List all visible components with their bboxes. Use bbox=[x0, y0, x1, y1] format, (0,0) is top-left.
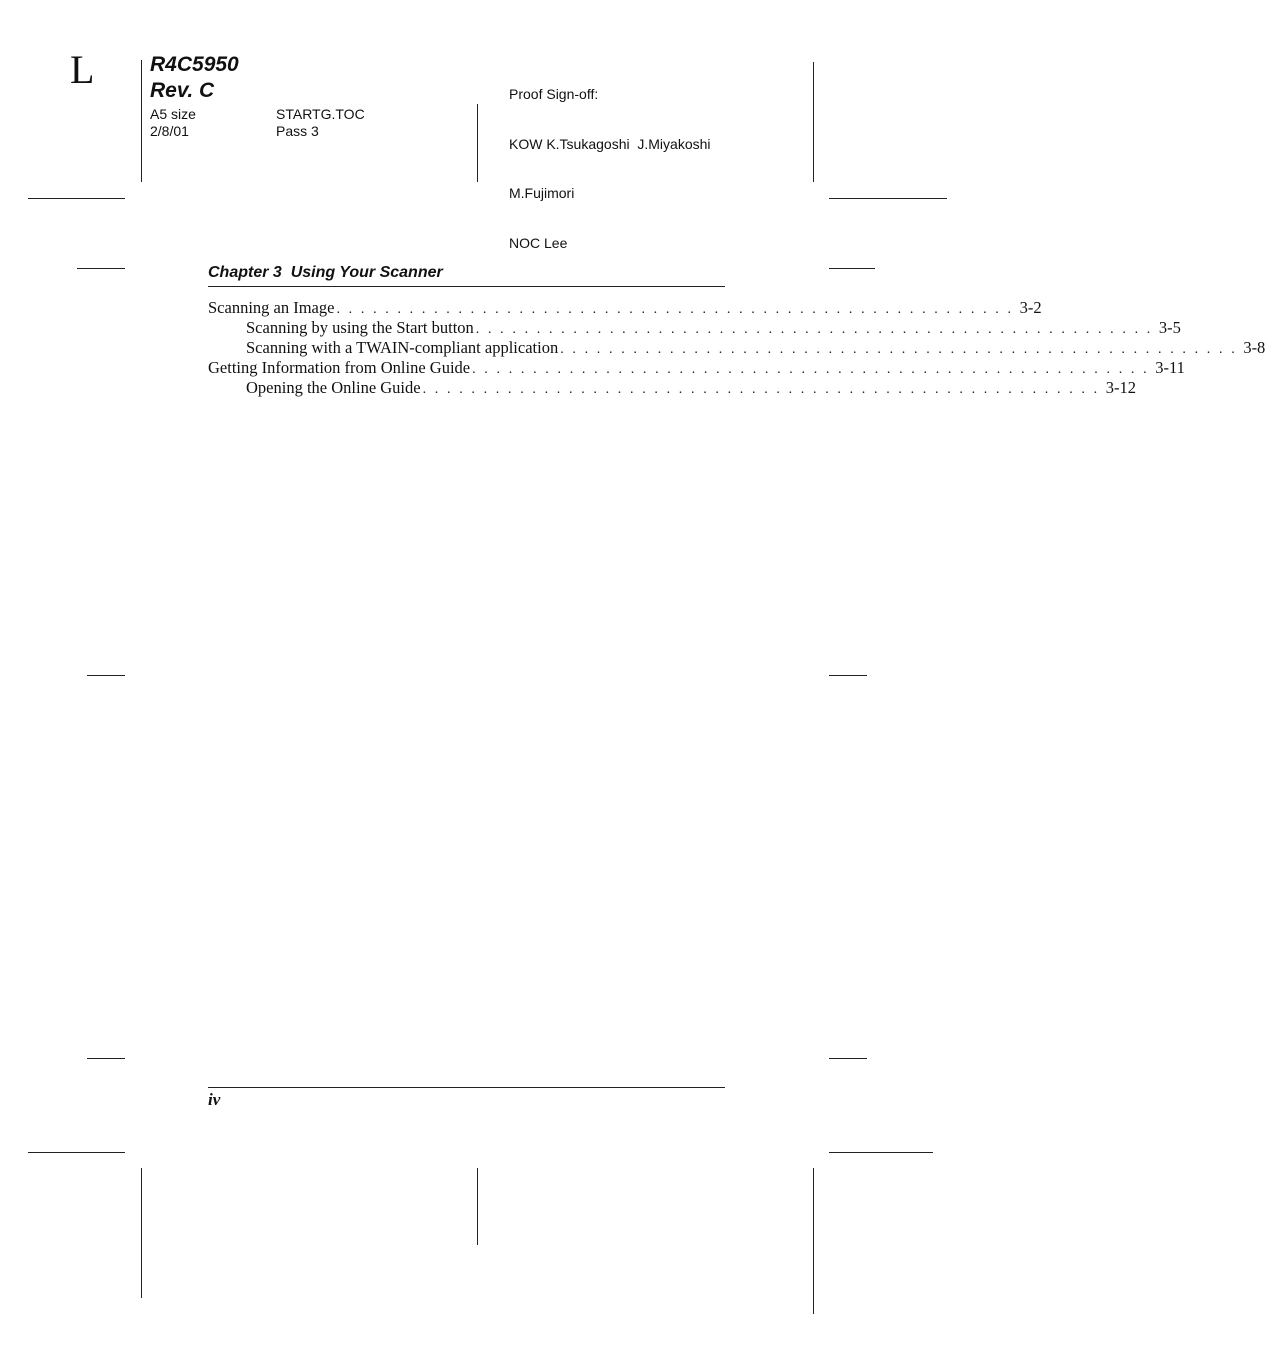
toc-entry-title: Scanning with a TWAIN-compliant application bbox=[246, 338, 559, 357]
crop-mark-vertical bbox=[813, 1168, 814, 1314]
page-size-label: A5 size bbox=[150, 106, 196, 122]
toc-page-number: 3-12 bbox=[1105, 378, 1136, 397]
size-and-date bbox=[150, 106, 196, 139]
crop-mark-vertical bbox=[813, 62, 814, 182]
crop-mark-horizontal bbox=[87, 675, 125, 676]
toc-entry[interactable] bbox=[208, 298, 1042, 318]
proof-title: Proof Sign-off: bbox=[509, 86, 599, 102]
proof-signers: M.Fujimori bbox=[509, 185, 575, 201]
toc-page-number: 3-11 bbox=[1155, 358, 1185, 377]
toc-entry[interactable] bbox=[208, 358, 1185, 378]
crop-mark-horizontal bbox=[28, 1152, 125, 1153]
toc-entry-title: Opening the Online Guide bbox=[246, 378, 421, 397]
crop-mark-vertical bbox=[141, 60, 142, 182]
toc-dot-leader: . . . . . . . . . . . . . . . . . . . . . . . . . . . . . . . . . . . . . . . . . . . . . . . . . . . . . . . . bbox=[472, 362, 1150, 377]
date-label: 2/8/01 bbox=[150, 122, 189, 139]
table-of-contents bbox=[208, 298, 1265, 398]
toc-page-number: 3-5 bbox=[1158, 318, 1181, 337]
crop-mark-vertical bbox=[141, 1168, 142, 1298]
toc-dot-leader: . . . . . . . . . . . . . . . . . . . . . . . . . . . . . . . . . . . . . . . . . . . . . . . . . . . . . . . . bbox=[475, 322, 1153, 337]
crop-mark-vertical bbox=[477, 1168, 478, 1245]
crop-mark-horizontal bbox=[829, 675, 867, 676]
proof-signoff bbox=[509, 53, 711, 268]
toc-dot-leader: . . . . . . . . . . . . . . . . . . . . . . . . . . . . . . . . . . . . . . . . . . . . . . . . . . . . . . . . bbox=[560, 342, 1238, 357]
file-and-pass bbox=[276, 106, 365, 139]
proof-signers: NOC Lee bbox=[509, 234, 568, 251]
crop-mark-horizontal bbox=[77, 268, 125, 269]
toc-entry[interactable] bbox=[208, 338, 1265, 358]
crop-mark-horizontal bbox=[829, 1152, 933, 1153]
crop-mark-horizontal bbox=[829, 198, 947, 199]
crop-mark-horizontal bbox=[28, 198, 125, 199]
crop-mark-horizontal bbox=[87, 1058, 125, 1059]
proof-signers: KOW K.Tsukagoshi J.Miyakoshi bbox=[509, 135, 711, 152]
toc-entry-title: Scanning by using the Start button bbox=[246, 318, 474, 337]
toc-entry[interactable] bbox=[208, 378, 1136, 398]
toc-entry-title: Scanning an Image bbox=[208, 298, 335, 317]
crop-mark-vertical bbox=[477, 104, 478, 182]
crop-mark-horizontal bbox=[829, 268, 875, 269]
document-code-line: R4C5950 bbox=[150, 53, 239, 76]
chapter-title: Chapter 3 Using Your Scanner bbox=[208, 264, 443, 281]
toc-dot-leader: . . . . . . . . . . . . . . . . . . . . . . . . . . . . . . . . . . . . . . . . . . . . . . . . . . . . . . . . bbox=[336, 302, 1014, 317]
toc-entry[interactable] bbox=[208, 318, 1181, 338]
toc-entry-title: Getting Information from Online Guide bbox=[208, 358, 471, 377]
crop-mark-horizontal bbox=[829, 1058, 867, 1059]
page-side-mark: L bbox=[70, 47, 95, 92]
footer-rule bbox=[208, 1087, 725, 1088]
file-name-label: STARTG.TOC bbox=[276, 106, 365, 122]
page-number: iv bbox=[208, 1090, 221, 1109]
document-code bbox=[150, 52, 239, 104]
revision-line: Rev. C bbox=[150, 79, 215, 102]
toc-page-number: 3-2 bbox=[1019, 298, 1042, 317]
pass-label: Pass 3 bbox=[276, 122, 319, 139]
toc-page-number: 3-8 bbox=[1243, 338, 1265, 357]
toc-dot-leader: . . . . . . . . . . . . . . . . . . . . . . . . . . . . . . . . . . . . . . . . . . . . . . . . . . . . . . . . bbox=[422, 382, 1100, 397]
chapter-rule bbox=[208, 286, 725, 287]
